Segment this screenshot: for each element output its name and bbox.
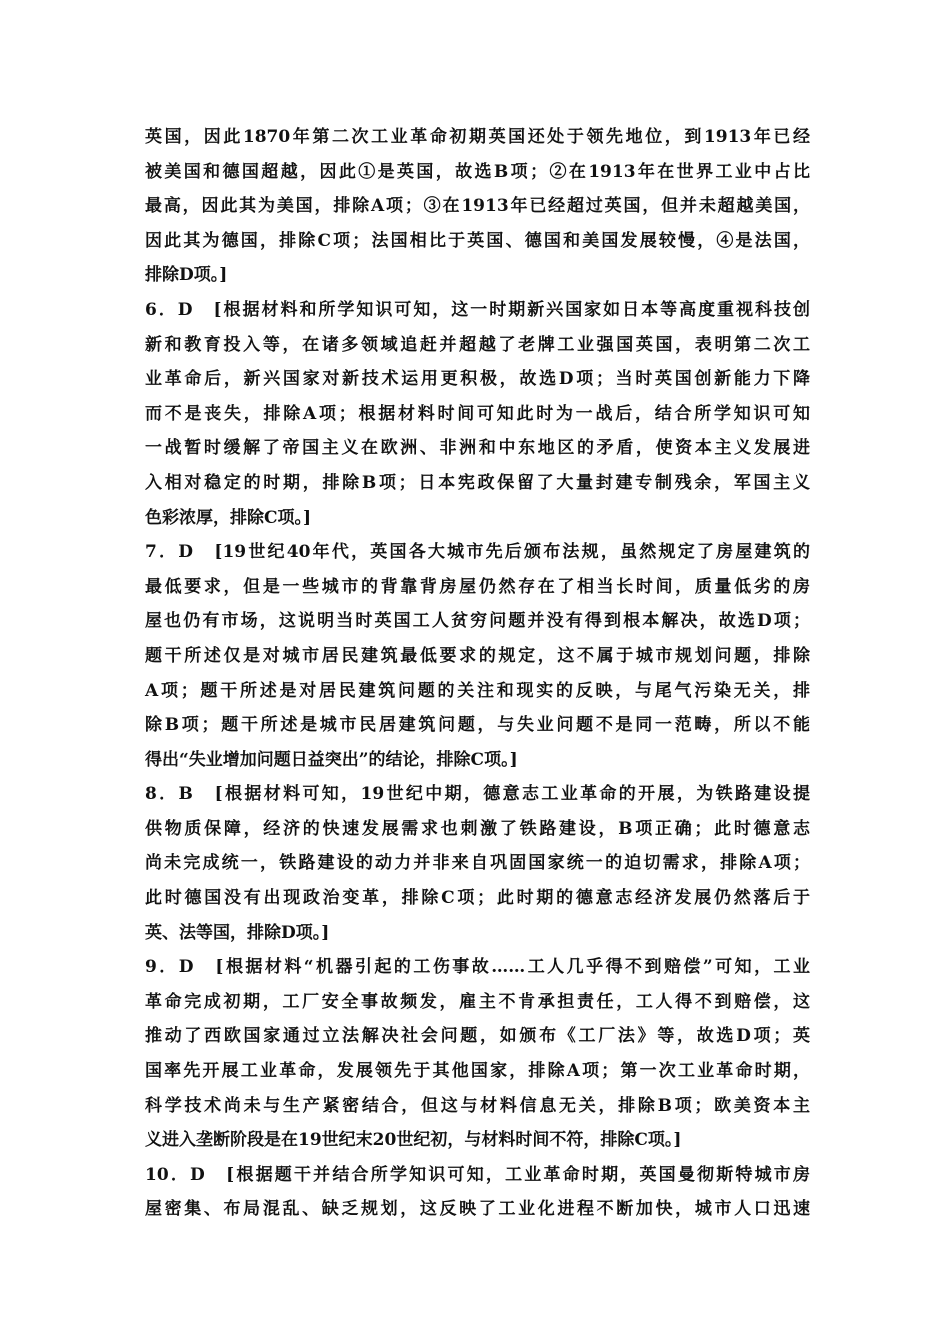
text-line: 最低要求，但是一些城市的背靠背房屋仍然存在了相当长时间，质量低劣的房 xyxy=(145,576,810,597)
text-line: 因此其为德国，排除C项；法国相比于英国、德国和美国发展较慢，④是法国， xyxy=(145,230,810,251)
text-line: 被美国和德国超越，因此①是英国，故选B项；②在1913年在世界工业中占比 xyxy=(145,161,810,182)
paragraph-end-line: 排除D项。] xyxy=(145,265,228,286)
text-line: 英国，因此1870年第二次工业革命初期英国还处于领先地位，到1913年已经 xyxy=(145,127,810,147)
answer-8-heading-line: 8．B [根据材料可知，19世纪中期，德意志工业革命的开展，为铁路建设提 xyxy=(145,784,810,805)
answer-10-heading-line: 10．D [根据题干并结合所学知识可知，工业革命时期，英国曼彻斯特城市房 xyxy=(145,1164,810,1185)
paragraph-end-line: 得出“失业增加问题日益突出”的结论，排除C项。] xyxy=(145,749,518,770)
text-line: 科学技术尚未与生产紧密结合，但这与材料信息无关，排除B项；欧美资本主 xyxy=(145,1095,810,1116)
answer-6-heading-line: 6．D [根据材料和所学知识可知，这一时期新兴国家如日本等高度重视科技创 xyxy=(145,299,810,320)
paragraph-end-line: 色彩浓厚，排除C项。] xyxy=(145,507,312,528)
text-line: 尚未完成统一，铁路建设的动力并非来自巩固国家统一的迫切需求，排除A项； xyxy=(145,853,810,874)
paragraph-end-line: 义进入垄断阶段是在19世纪末20世纪初，与材料时间不符，排除C项。] xyxy=(145,1130,682,1151)
text-line: 此时德国没有出现政治变革，排除C项；此时期的德意志经济发展仍然落后于 xyxy=(145,888,810,909)
text-line: 国率先开展工业革命，发展领先于其他国家，排除A项；第一次工业革命时期， xyxy=(145,1061,810,1082)
text-line: 屋密集、布局混乱、缺乏规划，这反映了工业化进程不断加快，城市人口迅速 xyxy=(145,1199,810,1220)
text-line: 题干所述仅是对城市居民建筑最低要求的规定，这不属于城市规划问题，排除 xyxy=(145,645,810,666)
text-line: 一战暂时缓解了帝国主义在欧洲、非洲和中东地区的矛盾，使资本主义发展进 xyxy=(145,438,810,459)
answer-explanations xyxy=(145,120,810,1227)
text-line: 新和教育投入等，在诸多领域追赶并超越了老牌工业强国英国，表明第二次工 xyxy=(145,334,810,355)
text-line: 最高，因此其为美国，排除A项；③在1913年已经超过英国，但并未超越美国， xyxy=(145,196,810,217)
text-line: 除B项；题干所述是城市民居建筑问题，与失业问题不是同一范畴，所以不能 xyxy=(145,715,810,736)
text-line: 业革命后，新兴国家对新技术运用更积极，故选D项；当时英国创新能力下降 xyxy=(145,369,810,390)
text-line: 而不是丧失，排除A项；根据材料时间可知此时为一战后，结合所学知识可知 xyxy=(145,403,810,424)
text-line: 供物质保障，经济的快速发展需求也刺激了铁路建设，B项正确；此时德意志 xyxy=(145,818,810,839)
text-line: 屋也仍有市场，这说明当时英国工人贫穷问题并没有得到根本解决，故选D项； xyxy=(145,611,810,632)
text-line: 革命完成初期，工厂安全事故频发，雇主不肯承担责任，工人得不到赔偿，这 xyxy=(145,991,810,1012)
text-line: 推动了西欧国家通过立法解决社会问题，如颁布《工厂法》等，故选D项；英 xyxy=(145,1026,810,1047)
answer-9-heading-line: 9．D [根据材料“机器引起的工伤事故……工人几乎得不到赔偿”可知，工业 xyxy=(145,957,810,978)
paragraph-end-line: 英、法等国，排除D项。] xyxy=(145,922,330,943)
text-line: 入相对稳定的时期，排除B项；日本宪政保留了大量封建专制残余，军国主义 xyxy=(145,472,810,493)
text-line: A项；题干所述是对居民建筑问题的关注和现实的反映，与尾气污染无关，排 xyxy=(145,680,810,701)
answer-7-heading-line: 7．D [19世纪40年代，英国各大城市先后颁布法规，虽然规定了房屋建筑的 xyxy=(145,542,810,563)
